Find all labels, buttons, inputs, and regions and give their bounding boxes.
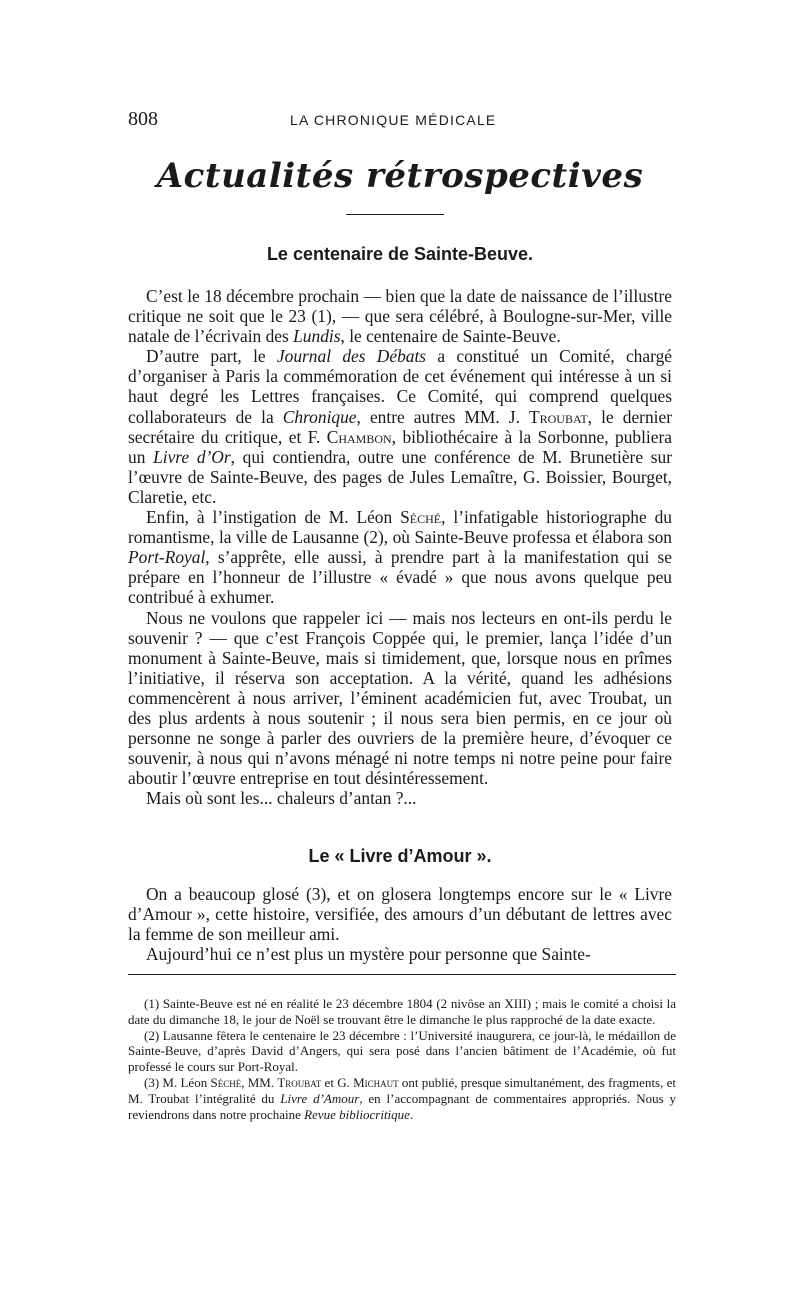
article-heading-livre-amour: Le « Livre d’Amour ». [308, 846, 492, 866]
footnote-1: (1) Sainte-Beuve est né en réalité le 23 décembre 1804 (2 nivôse an XIII) ; mais le comité a choisi la date du dimanche 18, le jour de Noël se trouvant être le dimanche le plus rapproché de la date exacte. [128, 996, 676, 1027]
text-run: , le dernier secrétaire du critique, et F. [128, 406, 672, 447]
footnote-2: (2) Lausanne fêtera le centenaire le 23 décembre : l’Université inaugurera, ce jour-là, le médaillon de Sainte-Beuve, d’après David d’Angers, qui sera posé dans l’ancien bâtiment de l’Académie, où fut professé le cours sur Port-Royal. [128, 1027, 676, 1075]
text-run: et G. [321, 1074, 354, 1090]
text-run: , en l’accompagnant de commentaires appropriés. Nous y reviendrons dans notre prochaine [128, 1090, 676, 1122]
small-caps-name: Michaut [353, 1074, 399, 1090]
text-run: , qui contiendra, outre une conférence de M. Brunetière sur l’œuvre de Sainte-Beuve, des pages de Jules Lemaître, G. Boissier, Bourget, Claretie, etc. [128, 446, 672, 507]
italic-title: Chronique [282, 406, 357, 427]
small-caps-name: Troubat [529, 406, 588, 427]
paragraph: Aujourd’hui ce n’est plus un mystère pour personne que Sainte- [146, 944, 591, 965]
paragraph: Mais où sont les... chaleurs d’antan ?... [146, 788, 417, 809]
journal-name: LA CHRONIQUE MÉDICALE [290, 112, 497, 128]
text-run: , le centenaire de Sainte-Beuve. [340, 326, 561, 347]
italic-title: Journal des Débats [276, 346, 427, 367]
small-caps-name: Séché [400, 507, 442, 528]
text-run: (3) M. Léon [144, 1074, 211, 1090]
italic-title: Lundis [293, 326, 341, 347]
italic-title: Port-Royal [128, 547, 206, 568]
italic-title: Livre d’Amour [280, 1090, 360, 1106]
footnote-rule [128, 974, 676, 975]
text-run: C’est le 18 décembre prochain — bien que la date de naissance de l’illustre critique ne soit que le 23 (1), — que sera célébré, à Boulogne-sur-Mer, ville natale de l’écrivain des [128, 286, 672, 347]
paragraph [128, 286, 672, 346]
text-run: Enfin, à l’instigation de M. Léon [146, 507, 401, 528]
small-caps-name: Séché [210, 1074, 242, 1090]
italic-title: Livre d’Or [153, 446, 231, 467]
paragraph: On a beaucoup glosé (3), et on glosera longtemps encore sur le « Livre d’Amour », cette histoire, versifiée, des amours d’un débutant de lettres avec la femme de son meilleur ami. [128, 884, 672, 945]
footnotes [128, 996, 676, 1122]
footnote-3 [128, 1075, 676, 1122]
small-caps-name: Chambon [326, 426, 392, 447]
running-head [128, 108, 676, 132]
article-body-livre-amour [128, 884, 672, 964]
text-run: , s’apprête, elle aussi, à prendre part à la manifestation qui se prépare en l’honneur de l’illustre « évadé » que nous avons quelque peu contribué à exhumer. [128, 547, 672, 608]
small-caps-name: Troubat [277, 1074, 322, 1090]
text-run: , l’infatigable historiographe du romantisme, la ville de Lausanne (2), où Sainte-Beuve professa et élabora son [128, 507, 672, 548]
paragraph [128, 507, 672, 607]
italic-title: Revue bibliocritique [304, 1106, 410, 1122]
article-heading-centenaire: Le centenaire de Sainte-Beuve. [266, 244, 534, 264]
text-run: , bibliothécaire à la Sorbonne, publiera un [128, 426, 672, 467]
text-run: D’autre part, le [146, 346, 277, 367]
paragraph: Nous ne voulons que rappeler ici — mais nos lecteurs en ont-ils perdu le souvenir ? — que c’est François Coppée qui, le premier, lança l’idée d’un monument à Sainte-Beuve, mais si timidement, que, lorsque nous en prîmes l’initiative, il réserva son acceptation. A la vérité, quand les adhésions commencèrent à nous arriver, l’éminent académicien fut, avec Troubat, un des plus ardents à nous soutenir ; il nous sera bien permis, en ce jour où personne ne songe à parler des ouvriers de la première heure, d’évoquer ce souvenir, à nous qui n’avons ménagé ni notre temps ni notre peine pour faire aboutir l’œuvre entreprise en tout désintéressement. [128, 607, 672, 789]
text-run: , MM. [241, 1074, 278, 1090]
section-title: Actualités rétrospectives [156, 156, 644, 196]
text-run: . [409, 1106, 414, 1122]
text-run: a constitué un Comité, chargé d’organiser à Paris la commémoration de cet événement qui intéresse à un si haut degré les Lettres françaises. Ce Comité, qui comprend quelques collaborateurs de la [128, 346, 672, 427]
text-run: , entre autres MM. J. [356, 406, 530, 427]
text-run: ont publié, presque simultanément, des fragments, et M. Troubat l’intégralité du [128, 1074, 677, 1106]
paragraph [128, 346, 672, 507]
title-rule [346, 214, 444, 215]
article-body-centenaire [128, 286, 672, 808]
page-number: 808 [128, 108, 158, 130]
